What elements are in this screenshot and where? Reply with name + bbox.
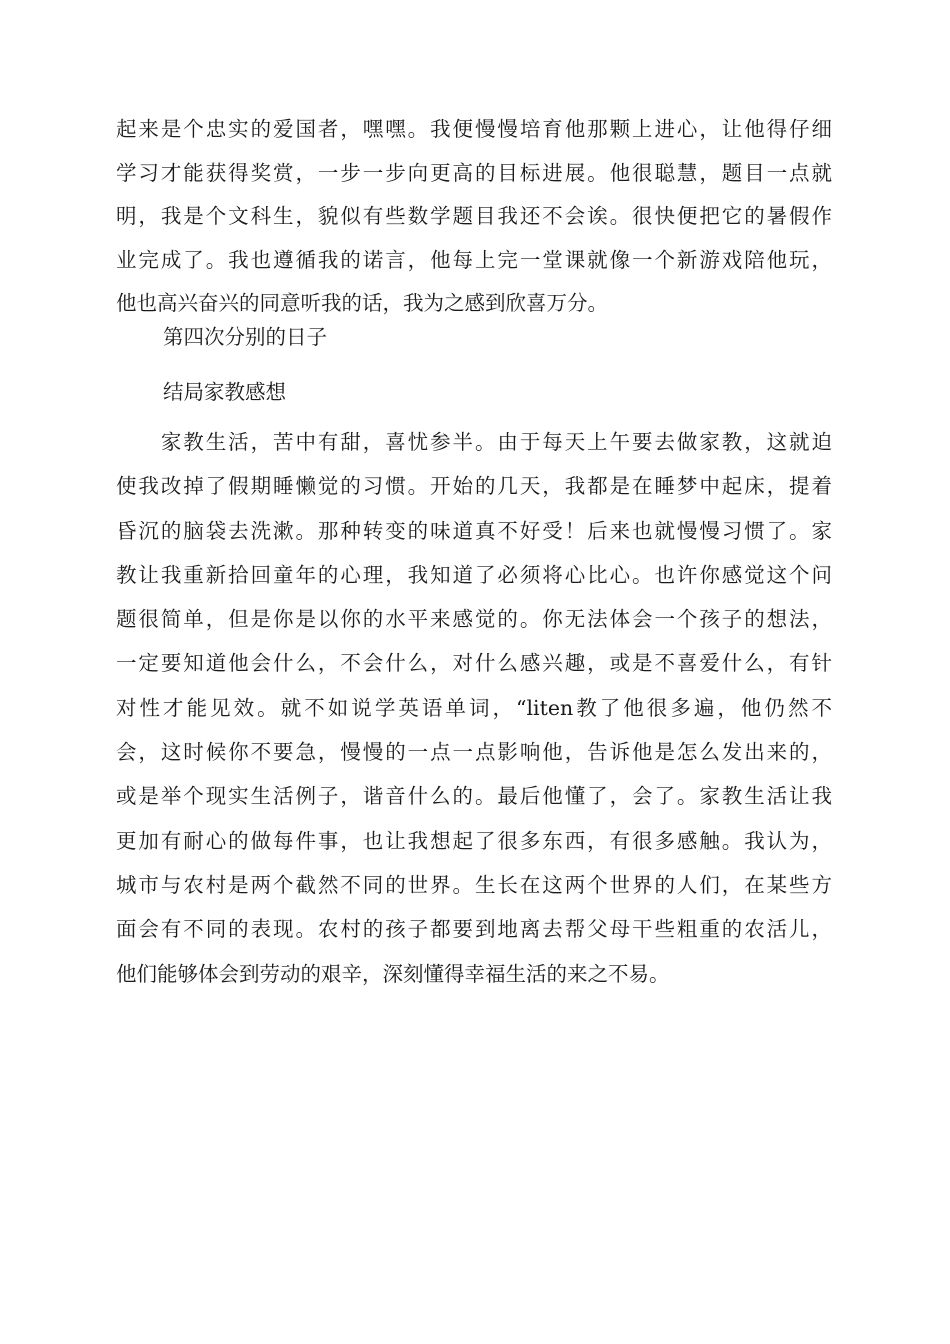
- paragraph-line: 题很简单，但是你是以你的水平来感觉的。你无法体会一个孩子的想法，: [116, 607, 832, 632]
- paragraph-line: 明，我是个文科生，貌似有些数学题目我还不会诶。很快便把它的暑假作: [116, 204, 832, 228]
- paragraph-line: 业完成了。我也遵循我的诺言，他每上完一堂课就像一个新游戏陪他玩，: [116, 247, 832, 272]
- paragraph-line: 家教生活，苦中有甜，喜忧参半。由于每天上午要去做家教，这就迫: [116, 430, 832, 454]
- paragraph-line: 昏沉的脑袋去洗漱。那种转变的味道真不好受！后来也就慢慢习惯了。家: [116, 518, 832, 543]
- paragraph-line: 面会有不同的表现。农村的孩子都要到地离去帮父母干些粗重的农活儿，: [116, 917, 832, 942]
- paragraph-line: 起来是个忠实的爱国者，嘿嘿。我便慢慢培育他那颗上进心，让他得仔细: [116, 117, 832, 141]
- section-heading: 第四次分别的日子: [163, 325, 327, 349]
- paragraph-line: 学习才能获得奖赏，一步一步向更高的目标进展。他很聪慧，题目一点就: [116, 160, 832, 185]
- paragraph-line: 会，这时候你不要急，慢慢的一点一点影响他，告诉他是怎么发出来的，: [116, 740, 832, 765]
- paragraph-line: 城市与农村是两个截然不同的世界。生长在这两个世界的人们，在某些方: [116, 872, 832, 897]
- paragraph-continuation: [116, 108, 832, 326]
- paragraph-line: 或是举个现实生活例子，谐音什么的。最后他懂了，会了。家教生活让我: [116, 784, 832, 809]
- paragraph-line: 教让我重新拾回童年的心理，我知道了必须将心比心。也许你感觉这个问: [116, 562, 832, 587]
- section-heading: 结局家教感想: [163, 380, 286, 404]
- paragraph-line: 使我改掉了假期睡懒觉的习惯。开始的几天，我都是在睡梦中起床，提着: [116, 474, 832, 499]
- paragraph-line: 对性才能见效。就不如说学英语单词，“liten教了他很多遍，他仍然不: [116, 695, 832, 720]
- paragraph-line: 他也高兴奋兴的同意听我的话，我为之感到欣喜万分。: [116, 291, 608, 315]
- paragraph-line: 一定要知道他会什么，不会什么，对什么感兴趣，或是不喜爱什么，有针: [116, 651, 832, 676]
- paragraph-line: 他们能够体会到劳动的艰辛，深刻懂得幸福生活的来之不易。: [116, 961, 670, 986]
- paragraph-reflection: [116, 420, 832, 996]
- paragraph-line: 更加有耐心的做每件事，也让我想起了很多东西，有很多感触。我认为，: [116, 828, 832, 853]
